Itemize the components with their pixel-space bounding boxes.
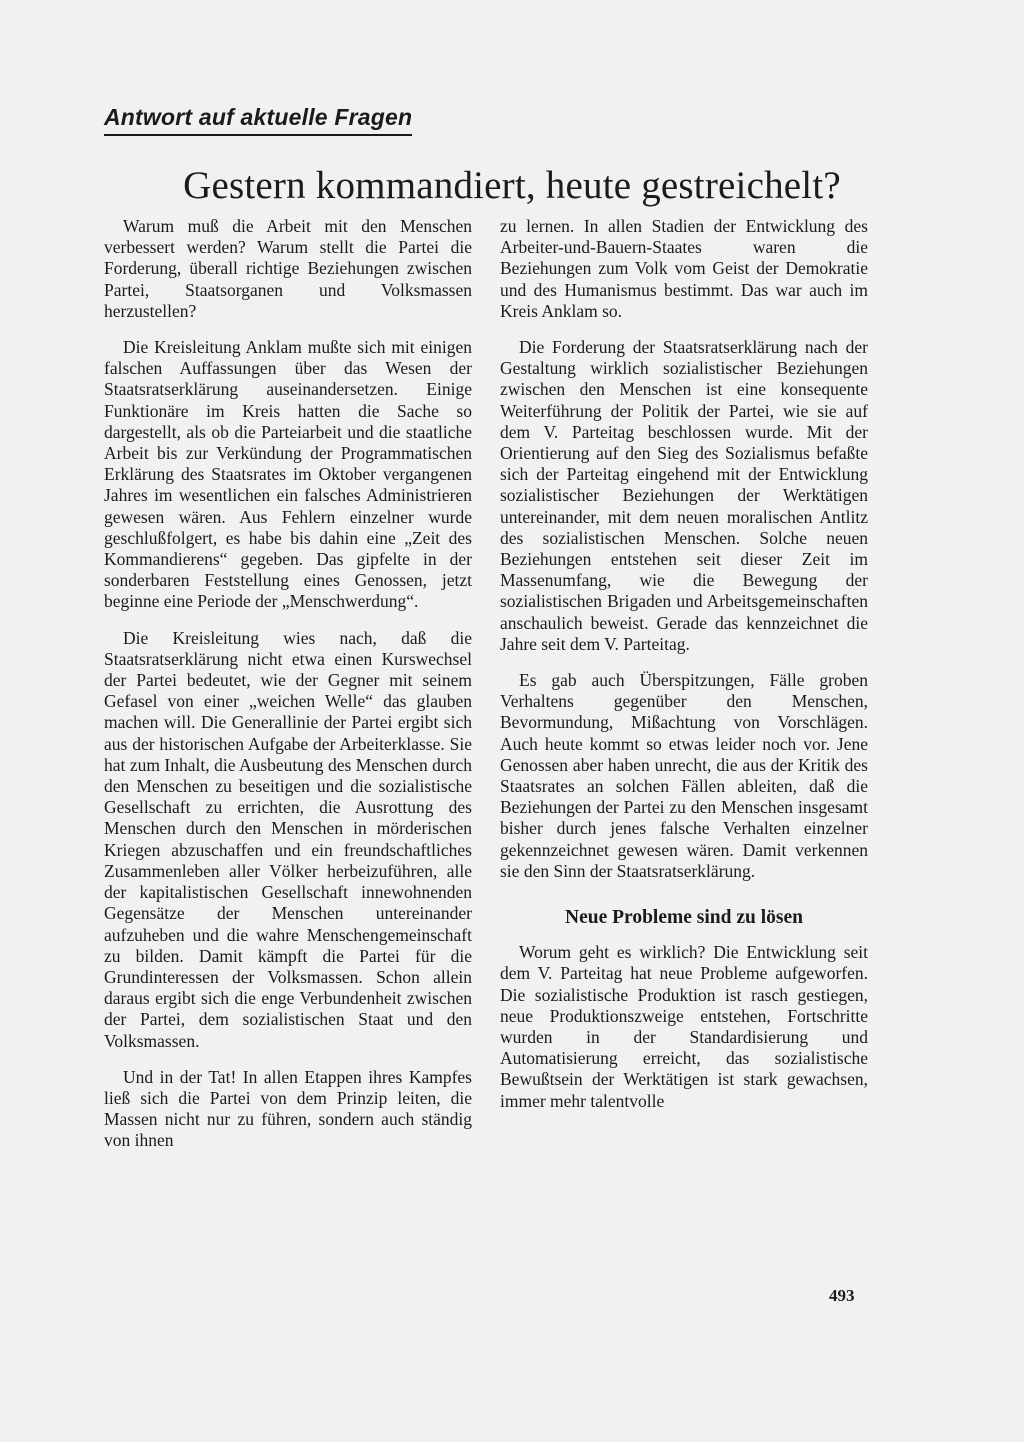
left-column: [104, 216, 472, 1167]
section-rubric: Antwort auf aktuelle Fragen: [104, 104, 412, 136]
body-paragraph: Die Forderung der Staatsratserklärung nach der Gestaltung wirklich sozialistischer Beziehungen zwischen den Menschen ist eine konsequente Weiterführung der Politik der Partei, wie sie auf dem V. Parteitag beschlossen wurde. Mit der Orientierung auf den Sieg des Sozialismus befaßte sich der Parteitag eingehend mit der Entwicklung sozialistischer Beziehungen der Werktätigen untereinander, mit dem neuen moralischen Antlitz des sozialistischen Menschen. Solche neuen Beziehungen entstehen seit dieser Zeit im Massenumfang, wie die Bewegung der sozialistischen Brigaden und Arbeitsgemeinschaften anschaulich beweist. Gerade das kennzeichnet die Jahre seit dem V. Parteitag.: [500, 337, 868, 654]
body-paragraph: Und in der Tat! In allen Etappen ihres Kampfes ließ sich die Partei von dem Prinzip leiten, die Massen nicht nur zu führen, sondern auch ständig von ihnen: [104, 1066, 472, 1151]
section-subheading: Neue Probleme sind zu lösen: [565, 907, 803, 929]
article-headline: Gestern kommandiert, heute gestreichelt?: [183, 164, 841, 207]
right-column: [500, 216, 868, 1127]
body-paragraph: Die Kreisleitung Anklam mußte sich mit einigen falschen Auffassungen über das Wesen der Staatsratserklärung auseinandersetzen. Einige Funktionäre im Kreis hatten die Sache so dargestellt, als ob die Parteiarbeit und die staatliche Arbeit bis zur Verkündung der Programmatischen Erklärung des Staatsrates im Oktober vergangenen Jahres im wesentlichen ein falsches Administrieren gewesen wären. Aus Fehlern einzelner wurde geschlußfolgert, es habe bis dahin eine „Zeit des Kommandierens“ gegeben. Das gipfelte in der sonderbaren Feststellung eines Genossen, jetzt beginne eine Periode der „Menschwerdung“.: [104, 337, 472, 612]
body-paragraph: Die Kreisleitung wies nach, daß die Staatsratserklärung nicht etwa einen Kurswechsel der Partei bedeutet, wie der Gegner mit seinem Gefasel von einer „weichen Welle“ das glauben machen will. Die Generallinie der Partei ergibt sich aus der historischen Aufgabe der Arbeiterklasse. Sie hat zum Inhalt, die Ausbeutung des Menschen durch den Menschen zu beseitigen und die sozialistische Gesellschaft zu errichten, die Ausrottung des Menschen durch den Menschen in mörderischen Kriegen abzuschaffen und ein freundschaftliches Zusammenleben aller Völker herbeizuführen, alle der kapitalistischen Gesellschaft innewohnenden Gegensätze der Menschen untereinander aufzuheben und die wahre Menschengemeinschaft zu bilden. Damit kämpft die Partei für die Grundinteressen der Volksmassen. Schon allein daraus ergibt sich die enge Verbundenheit zwischen der Partei, dem sozialistischen Staat und den Volksmassen.: [104, 627, 472, 1051]
body-paragraph: Worum geht es wirklich? Die Entwicklung seit dem V. Parteitag hat neue Probleme aufgeworfen. Die sozialistische Produktion ist rasch gestiegen, neue Produktionszweige entstehen, Fortschritte wurden in der Standardisierung und Automatisierung erreicht, das sozialistische Bewußtsein der Werktätigen ist stark gewachsen, immer mehr talentvolle: [500, 942, 868, 1111]
page-number: 493: [829, 1286, 855, 1305]
continued-paragraph: zu lernen. In allen Stadien der Entwicklung des Arbeiter-und-Bauern-Staates waren die Beziehungen zum Volk vom Geist der Demokratie und des Humanismus bestimmt. Das war auch im Kreis Anklam so.: [500, 216, 868, 321]
body-paragraph: Warum muß die Arbeit mit den Menschen verbessert werden? Warum stellt die Partei die Forderung, überall richtige Beziehungen zwischen Partei, Staatsorganen und Volksmassen herzustellen?: [104, 216, 472, 321]
body-paragraph: Es gab auch Überspitzungen, Fälle groben Verhaltens gegenüber den Menschen, Bevormundung, Mißachtung von Vorschlägen. Auch heute kommt so etwas leider noch vor. Jene Genossen aber haben unrecht, die aus der Kritik des Staatsrates an solchen Fällen ableiten, daß die Beziehungen der Partei zu den Menschen insgesamt bisher durch jenes falsche Verhalten einzelner gekennzeichnet gewesen wären. Damit verkennen sie den Sinn der Staatsratserklärung.: [500, 670, 868, 881]
